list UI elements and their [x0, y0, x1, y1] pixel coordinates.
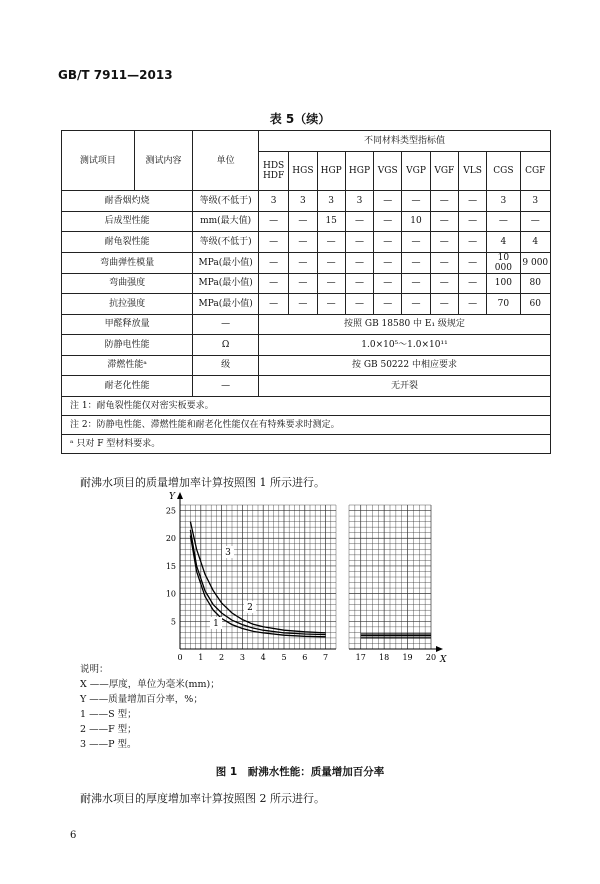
x-tick-label: 1	[198, 653, 204, 662]
material-type-header: HGP	[345, 152, 373, 191]
material-type-header: CGS	[487, 152, 520, 191]
page-number: 6	[70, 830, 77, 841]
x-tick-label: 17	[355, 653, 366, 662]
cell-value-span: 1.0×10⁵～1.0×10¹¹	[258, 335, 550, 356]
material-type-header: HGP	[317, 152, 345, 191]
y-tick-label: 5	[170, 617, 176, 627]
cell-value: 80	[520, 273, 550, 294]
cell-value: —	[289, 252, 317, 273]
cell-value: 4	[487, 232, 520, 253]
cell-value: 70	[487, 294, 520, 315]
cell-value: 3	[345, 191, 373, 212]
cell-value-span: 按 GB 50222 中相应要求	[258, 355, 550, 376]
cell-value: —	[374, 211, 402, 232]
cell-value: —	[458, 232, 486, 253]
row-label: 抗拉强度	[62, 294, 193, 315]
cell-value: 3	[520, 191, 550, 212]
row-label: 防静电性能	[62, 335, 193, 356]
row-label: 甲醛释放量	[62, 314, 193, 335]
row-unit: —	[193, 314, 259, 335]
col-group: 不同材料类型指标值	[258, 131, 550, 152]
row-unit: Ω	[193, 335, 259, 356]
material-type-header: VGS	[374, 152, 402, 191]
x-tick-label: 2	[219, 653, 225, 662]
cell-value: —	[345, 294, 373, 315]
cell-value: 3	[258, 191, 288, 212]
y-axis-arrow	[177, 492, 183, 499]
y-tick-label: 20	[165, 534, 176, 544]
cell-value: —	[402, 252, 430, 273]
row-label: 耐香烟灼烧	[62, 191, 193, 212]
cell-value: —	[345, 252, 373, 273]
x-tick-label: 6	[302, 653, 308, 662]
cell-value: —	[374, 273, 402, 294]
table-footnote: ᵃ 只对 F 型材料要求。	[62, 434, 551, 453]
cell-value: —	[289, 232, 317, 253]
legend-title: 说明：	[80, 664, 109, 675]
cell-value: 3	[289, 191, 317, 212]
row-label: 耐龟裂性能	[62, 232, 193, 253]
material-type-header: HGS	[289, 152, 317, 191]
cell-value: —	[345, 273, 373, 294]
paragraph-fig1: 耐沸水项目的质量增加率计算按照图 1 所示进行。	[80, 476, 325, 489]
x-axis-arrow	[436, 646, 443, 652]
cell-value: —	[374, 191, 402, 212]
cell-value: 60	[520, 294, 550, 315]
cell-value: —	[374, 252, 402, 273]
standard-number: GB/T 7911—2013	[58, 68, 173, 82]
cell-value: 100	[487, 273, 520, 294]
row-label: 耐老化性能	[62, 376, 193, 397]
material-type-header: CGF	[520, 152, 550, 191]
cell-value: —	[402, 232, 430, 253]
x-axis-label: X	[440, 655, 447, 665]
x-tick-label: 0	[177, 653, 183, 662]
curve-label-3: 3	[225, 548, 231, 558]
row-unit: mm(最大值)	[193, 211, 259, 232]
legend-item: 2 ——F 型；	[80, 724, 137, 735]
cell-value: —	[289, 211, 317, 232]
cell-value: 3	[487, 191, 520, 212]
cell-value: —	[458, 252, 486, 273]
material-type-header: VLS	[458, 152, 486, 191]
x-tick-label: 20	[425, 653, 437, 662]
cell-value: —	[402, 191, 430, 212]
cell-value: —	[317, 294, 345, 315]
row-label: 后成型性能	[62, 211, 193, 232]
cell-value: —	[374, 294, 402, 315]
cell-value: —	[258, 294, 288, 315]
table-note: 注 1：耐龟裂性能仅对密实板要求。	[62, 396, 551, 415]
cell-value-span: 按照 GB 18580 中 E₁ 级规定	[258, 314, 550, 335]
cell-value: —	[345, 211, 373, 232]
material-type-header: VGF	[430, 152, 458, 191]
cell-value: —	[430, 232, 458, 253]
cell-value: —	[402, 294, 430, 315]
col-test-item: 测试项目	[62, 131, 135, 191]
row-unit: MPa(最小值)	[193, 252, 259, 273]
cell-value: —	[317, 273, 345, 294]
cell-value: —	[458, 211, 486, 232]
row-unit: 级	[193, 355, 259, 376]
cell-value: —	[458, 191, 486, 212]
material-type-header: VGP	[402, 152, 430, 191]
cell-value: —	[374, 232, 402, 253]
col-test-content: 测试内容	[134, 131, 193, 191]
cell-value: —	[430, 211, 458, 232]
figure-legend	[80, 662, 220, 752]
x-tick-label: 3	[239, 653, 245, 662]
cell-value: —	[458, 294, 486, 315]
legend-item: Y ——质量增加百分率，%；	[80, 694, 203, 705]
cell-value: —	[317, 232, 345, 253]
x-tick-label: 7	[323, 653, 329, 662]
y-tick-label: 10	[165, 589, 176, 599]
cell-value: —	[520, 211, 550, 232]
cell-value: —	[289, 273, 317, 294]
curve-label-1: 1	[213, 619, 219, 629]
cell-value: —	[258, 211, 288, 232]
x-tick-label: 5	[281, 653, 287, 662]
cell-value: —	[430, 252, 458, 273]
cell-value: 3	[317, 191, 345, 212]
row-label: 弯曲弹性模量	[62, 252, 193, 273]
cell-value: —	[289, 294, 317, 315]
cell-value: 4	[520, 232, 550, 253]
cell-value: —	[430, 273, 458, 294]
cell-value: —	[487, 211, 520, 232]
col-unit: 单位	[193, 131, 259, 191]
x-tick-label: 19	[402, 653, 413, 662]
cell-value: —	[317, 252, 345, 273]
figure-caption: 图 1 耐沸水性能：质量增加百分率	[215, 766, 385, 778]
legend-item: 1 ——S 型；	[80, 709, 137, 720]
cell-value: —	[345, 232, 373, 253]
x-tick-label: 4	[260, 653, 266, 662]
y-tick-label: 15	[165, 561, 176, 571]
cell-value: —	[258, 273, 288, 294]
row-unit: MPa(最小值)	[193, 294, 259, 315]
legend-item: 3 ——P 型。	[80, 739, 137, 750]
material-type-header: HDS HDF	[258, 152, 288, 191]
cell-value: —	[402, 273, 430, 294]
paragraph-fig2: 耐沸水项目的厚度增加率计算按照图 2 所示进行。	[80, 792, 325, 805]
y-tick-label: 25	[165, 506, 176, 516]
row-unit: MPa(最小值)	[193, 273, 259, 294]
table-note: 注 2：防静电性能、滞燃性能和耐老化性能仅在有特殊要求时测定。	[62, 415, 551, 434]
row-unit: 等级(不低于)	[193, 232, 259, 253]
legend-item: X ——厚度，单位为毫米(mm)；	[80, 679, 220, 690]
row-label: 弯曲强度	[62, 273, 193, 294]
cell-value: —	[430, 294, 458, 315]
row-label: 滞燃性能ᵃ	[62, 355, 193, 376]
row-unit: —	[193, 376, 259, 397]
row-unit: 等级(不低于)	[193, 191, 259, 212]
y-axis-label: Y	[169, 492, 175, 502]
cell-value: —	[430, 191, 458, 212]
cell-value: 10	[402, 211, 430, 232]
cell-value-span: 无开裂	[258, 376, 550, 397]
x-tick-label: 18	[379, 653, 390, 662]
cell-value: 9 000	[520, 252, 550, 273]
curve-label-2: 2	[247, 603, 253, 613]
cell-value: —	[458, 273, 486, 294]
table-caption: 表 5（续）	[269, 112, 331, 126]
cell-value: 15	[317, 211, 345, 232]
cell-value: 10 000	[487, 252, 520, 273]
cell-value: —	[258, 252, 288, 273]
cell-value: —	[258, 232, 288, 253]
